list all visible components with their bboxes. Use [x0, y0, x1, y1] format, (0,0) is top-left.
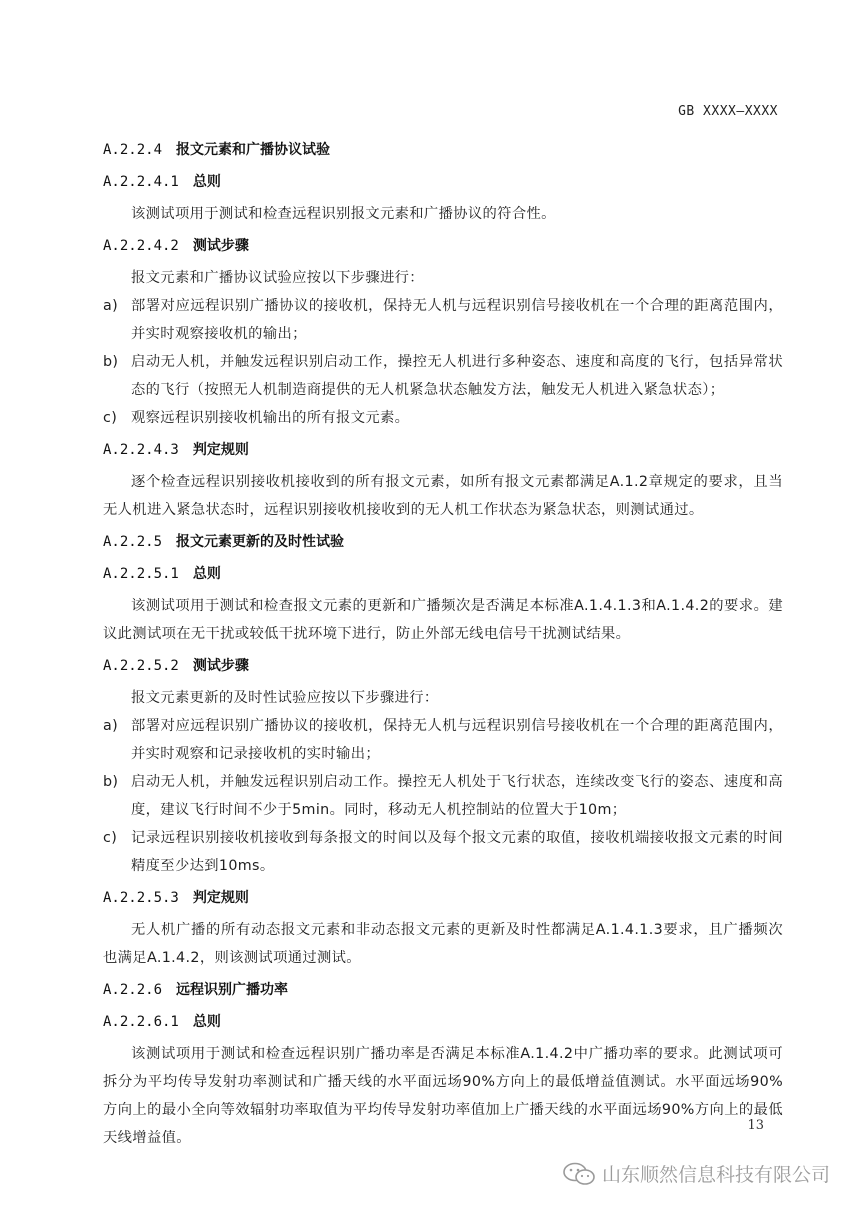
section-number: A.2.2.4.3: [103, 442, 179, 458]
section-title: 测试步骤: [192, 658, 249, 674]
document-body: [103, 140, 783, 1152]
list-item: [103, 824, 783, 880]
section-number: A.2.2.6: [103, 982, 163, 998]
section-title: 报文元素和广播协议试验: [176, 142, 331, 158]
list-item: [103, 712, 783, 768]
paragraph: 报文元素和广播协议试验应按以下步骤进行：: [131, 270, 424, 286]
paragraph: 该测试项用于测试和检查报文元素的更新和广播频次是否满足本标准A.1.4.1.3和A.1.4.2的要求。建议此测试项在无干扰或较低干扰环境下进行，防止外部无线电信号干扰测试结果。: [103, 598, 783, 642]
section-heading: [103, 564, 783, 584]
section-heading: [103, 440, 783, 460]
section-heading: [103, 980, 783, 1000]
watermark-text: 山东顺然信息科技有限公司: [601, 1164, 830, 1186]
paragraph: 该测试项用于测试和检查远程识别广播功率是否满足本标准A.1.4.2中广播功率的要求。此测试项可拆分为平均传导发射功率测试和广播天线的水平面远场90%方向上的最低增益值测试。水平面远场90%方向上的最小全向等效辐射功率取值为平均传导发射功率值加上广播天线的水平面远场90%方向上的最低天线增益值。: [103, 1046, 783, 1146]
section-title: 总则: [192, 1014, 221, 1030]
section-title: 判定规则: [192, 890, 249, 906]
list-item-text: 记录远程识别接收机接收到每条报文的时间以及每个报文元素的取值，接收机端接收报文元素的时间精度至少达到10ms。: [131, 830, 783, 874]
list-item: [103, 404, 783, 432]
document-code: GB XXXX—XXXX: [678, 104, 778, 119]
section-title: 总则: [192, 566, 221, 582]
section-number: A.2.2.4: [103, 142, 163, 158]
section-title: 远程识别广播功率: [176, 982, 289, 998]
paragraph: 报文元素更新的及时性试验应按以下步骤进行：: [131, 690, 439, 706]
paragraph: 逐个检查远程识别接收机接收到的所有报文元素，如所有报文元素都满足A.1.2章规定的要求，且当无人机进入紧急状态时，远程识别接收机接收到的无人机工作状态为紧急状态，则测试通过。: [103, 474, 783, 518]
paragraph: 该测试项用于测试和检查远程识别报文元素和广播协议的符合性。: [131, 206, 556, 222]
list-item: [103, 768, 783, 824]
section-number: A.2.2.5.1: [103, 566, 179, 582]
section-heading: [103, 888, 783, 908]
list-marker: c): [103, 830, 118, 846]
list-item-text: 启动无人机，并触发远程识别启动工作。操控无人机处于飞行状态，连续改变飞行的姿态、速度和高度，建议飞行时间不少于5min。同时，移动无人机控制站的位置大于10m；: [131, 774, 783, 818]
section-number: A.2.2.6.1: [103, 1014, 179, 1030]
watermark: [562, 1160, 830, 1187]
section-heading: [103, 140, 783, 160]
list-marker: b): [103, 774, 119, 790]
section-number: A.2.2.5: [103, 534, 163, 550]
list-marker: b): [103, 354, 119, 370]
list-item-text: 部署对应远程识别广播协议的接收机，保持无人机与远程识别信号接收机在一个合理的距离范围内，并实时观察和记录接收机的实时输出；: [131, 718, 783, 762]
list-item-text: 观察远程识别接收机输出的所有报文元素。: [131, 410, 410, 426]
list-item: [103, 292, 783, 348]
list-item-text: 部署对应远程识别广播协议的接收机，保持无人机与远程识别信号接收机在一个合理的距离范围内，并实时观察接收机的输出；: [131, 298, 783, 342]
section-number: A.2.2.4.2: [103, 238, 179, 254]
section-heading: [103, 236, 783, 256]
section-heading: [103, 656, 783, 676]
section-heading: [103, 1012, 783, 1032]
list-item-text: 启动无人机，并触发远程识别启动工作，操控无人机进行多种姿态、速度和高度的飞行，包括异常状态的飞行（按照无人机制造商提供的无人机紧急状态触发方法，触发无人机进入紧急状态）；: [131, 354, 783, 398]
section-number: A.2.2.4.1: [103, 174, 179, 190]
section-heading: [103, 532, 783, 552]
section-number: A.2.2.5.3: [103, 890, 179, 906]
list-marker: c): [103, 410, 118, 426]
section-number: A.2.2.5.2: [103, 658, 179, 674]
list-item: [103, 348, 783, 404]
list-marker: a): [103, 718, 119, 734]
page-number: 13: [747, 1118, 764, 1133]
section-title: 判定规则: [192, 442, 249, 458]
list-marker: a): [103, 298, 119, 314]
wechat-icon: [562, 1162, 596, 1186]
section-title: 总则: [192, 174, 221, 190]
section-heading: [103, 172, 783, 192]
section-title: 报文元素更新的及时性试验: [176, 534, 345, 550]
section-title: 测试步骤: [192, 238, 249, 254]
paragraph: 无人机广播的所有动态报文元素和非动态报文元素的更新及时性都满足A.1.4.1.3要求，且广播频次也满足A.1.4.2，则该测试项通过测试。: [103, 922, 783, 966]
